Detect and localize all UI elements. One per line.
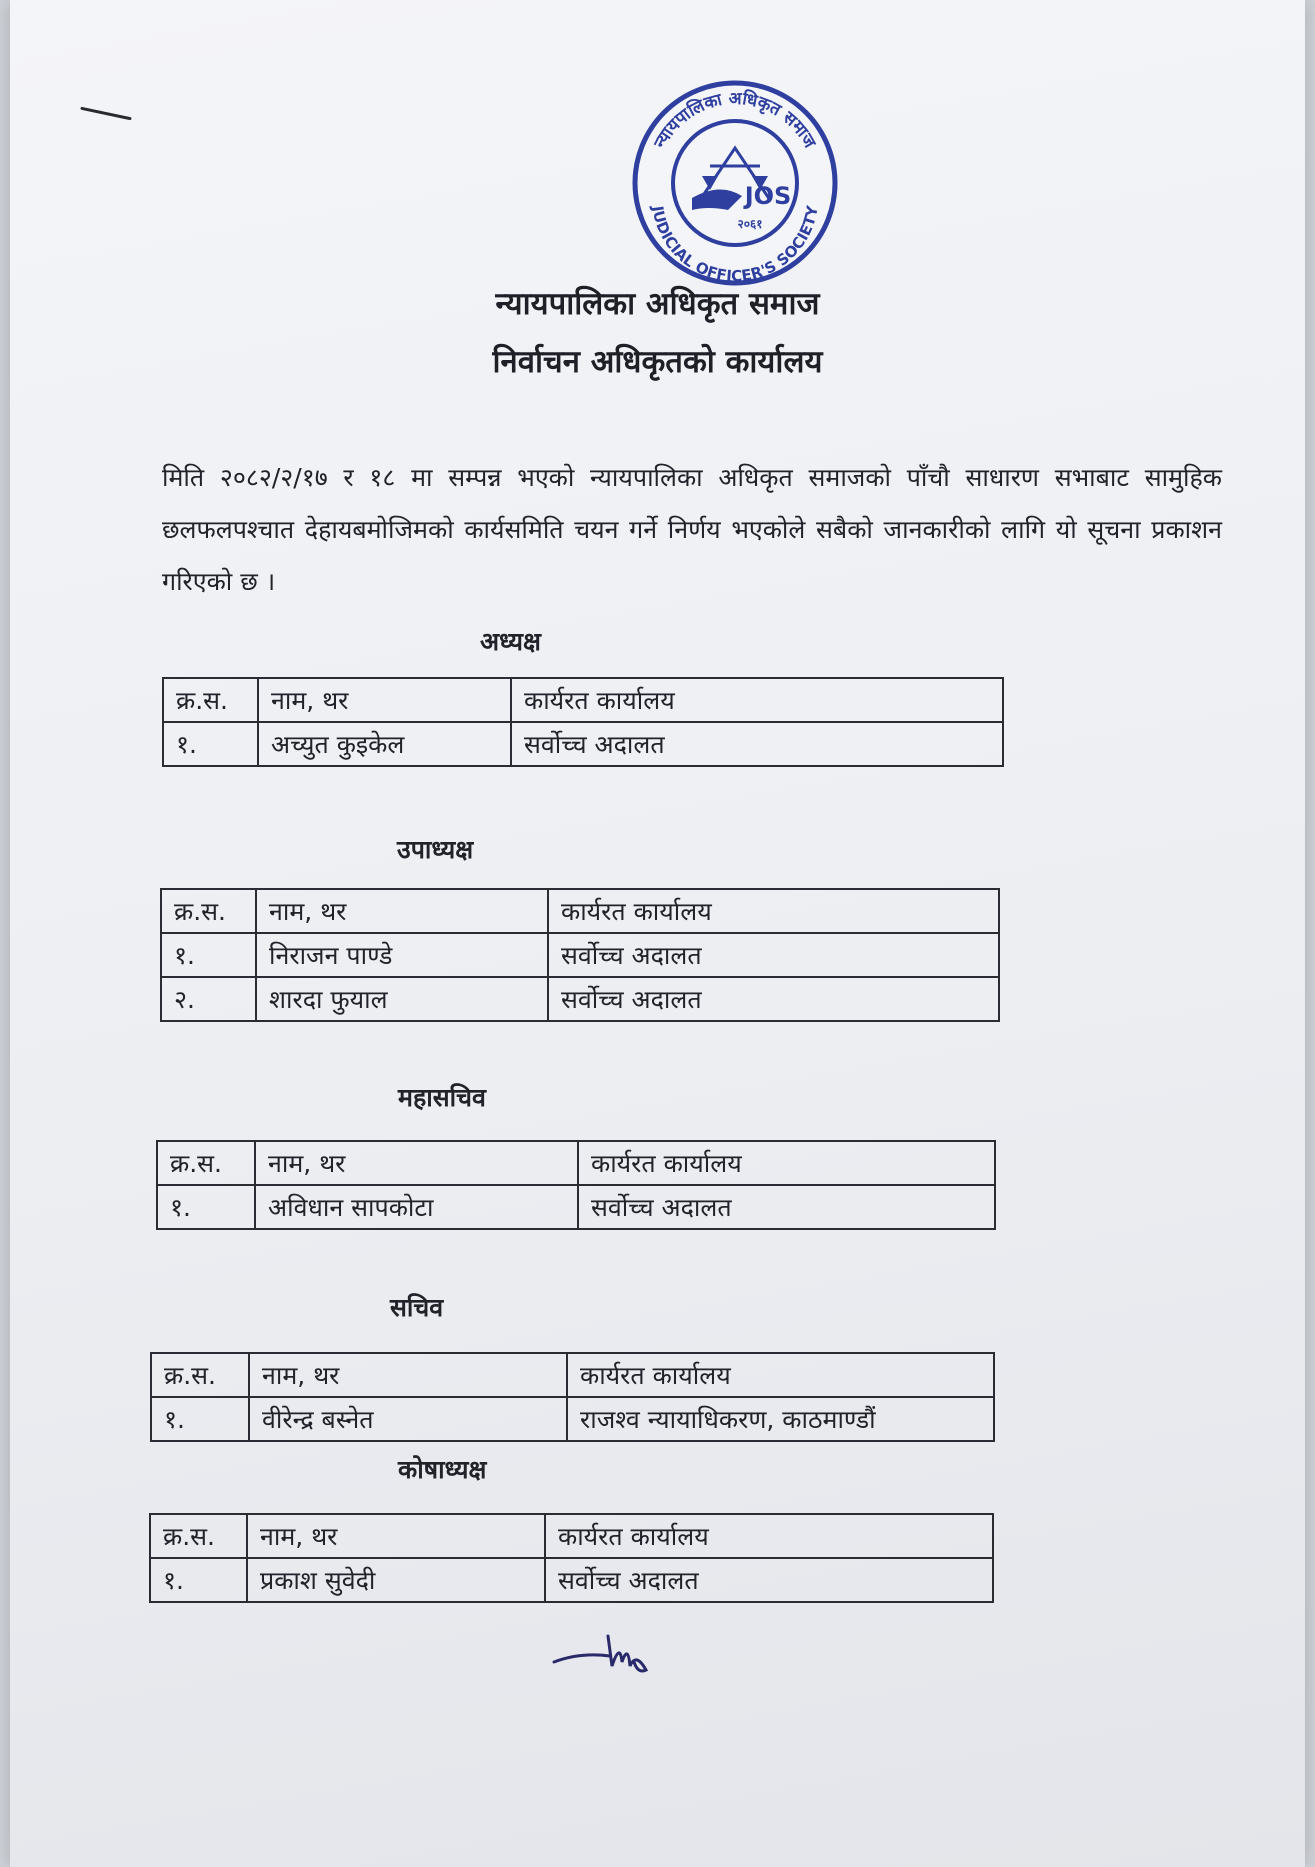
row-serial: १. xyxy=(157,1185,255,1229)
table-header-row xyxy=(163,678,1003,722)
row-name: शारदा फुयाल xyxy=(256,977,548,1021)
svg-text:न्यायपालिका अधिकृत समाज: न्यायपालिका अधिकृत समाज xyxy=(650,88,820,152)
table-header-row xyxy=(151,1353,994,1397)
row-serial: १. xyxy=(150,1558,247,1602)
section-title-treasurer: कोषाध्यक्ष xyxy=(398,1455,487,1484)
header-office: कार्यरत कार्यालय xyxy=(545,1514,993,1558)
section-title-president: अध्यक्ष xyxy=(480,627,541,656)
row-office: सर्वोच्च अदालत xyxy=(548,933,999,977)
header-name: नाम, थर xyxy=(249,1353,567,1397)
header-office: कार्यरत कार्यालय xyxy=(567,1353,994,1397)
row-name: निराजन पाण्डे xyxy=(256,933,548,977)
row-office: सर्वोच्च अदालत xyxy=(548,977,999,1021)
general-secretary-table xyxy=(156,1140,996,1230)
table-row xyxy=(161,977,999,1021)
row-serial: १. xyxy=(161,933,256,977)
header-serial: क्र.स. xyxy=(157,1141,255,1185)
table-row xyxy=(163,722,1003,766)
notice-paragraph: मिति २०८२/२/१७ र १८ मा सम्पन्न भएको न्यायपालिका अधिकृत समाजको पाँचौ साधारण सभाबाट सामुहिक छलफलपश्चात देहायबमोजिमको कार्यसमिति चयन गर्ने निर्णय भएकोले सबैको जानकारीको लागि यो सूचना प्रकाशन गरिएको छ । xyxy=(162,463,1222,596)
row-office: सर्वोच्च अदालत xyxy=(511,722,1003,766)
header-name: नाम, थर xyxy=(258,678,511,722)
section-title-vice-president: उपाध्यक्ष xyxy=(397,835,474,864)
row-serial: २. xyxy=(161,977,256,1021)
header-office: कार्यरत कार्यालय xyxy=(578,1141,995,1185)
table-header-row xyxy=(157,1141,995,1185)
president-table xyxy=(162,677,1004,767)
row-serial: १. xyxy=(151,1397,249,1441)
header-serial: क्र.स. xyxy=(151,1353,249,1397)
row-name: अच्युत कुइकेल xyxy=(258,722,511,766)
row-office: सर्वोच्च अदालत xyxy=(578,1185,995,1229)
svg-text:२०६१: २०६१ xyxy=(737,217,763,231)
header-name: नाम, थर xyxy=(256,889,548,933)
header-serial: क्र.स. xyxy=(163,678,258,722)
row-serial: १. xyxy=(163,722,258,766)
pen-mark xyxy=(80,107,131,121)
svg-text:JOS: JOS xyxy=(744,182,792,210)
header-office: कार्यरत कार्यालय xyxy=(548,889,999,933)
row-office: सर्वोच्च अदालत xyxy=(545,1558,993,1602)
table-row xyxy=(161,933,999,977)
header-serial: क्र.स. xyxy=(161,889,256,933)
society-seal-logo xyxy=(630,78,840,288)
table-row xyxy=(151,1397,994,1441)
header-name: नाम, थर xyxy=(247,1514,545,1558)
header-serial: क्र.स. xyxy=(150,1514,247,1558)
section-title-secretary: सचिव xyxy=(390,1293,444,1322)
header-office: कार्यरत कार्यालय xyxy=(511,678,1003,722)
table-row xyxy=(150,1558,993,1602)
header-name: नाम, थर xyxy=(255,1141,578,1185)
organization-title: न्यायपालिका अधिकृत समाज xyxy=(495,286,820,322)
table-row xyxy=(157,1185,995,1229)
table-header-row xyxy=(161,889,999,933)
treasurer-table xyxy=(149,1513,994,1603)
signature xyxy=(550,1622,660,1682)
vice-president-table xyxy=(160,888,1000,1022)
row-name: प्रकाश सुवेदी xyxy=(247,1558,545,1602)
row-name: अविधान सापकोटा xyxy=(255,1185,578,1229)
office-title: निर्वाचन अधिकृतको कार्यालय xyxy=(492,344,823,380)
document-page xyxy=(10,0,1305,1867)
row-name: वीरेन्द्र बस्नेत xyxy=(249,1397,567,1441)
section-title-general-secretary: महासचिव xyxy=(398,1083,486,1112)
table-header-row xyxy=(150,1514,993,1558)
row-office: राजश्व न्यायाधिकरण, काठमाण्डौं xyxy=(567,1397,994,1441)
secretary-table xyxy=(150,1352,995,1442)
svg-text:JUDICIAL OFFICER'S SOCIETY: JUDICIAL OFFICER'S SOCIETY xyxy=(648,204,822,286)
